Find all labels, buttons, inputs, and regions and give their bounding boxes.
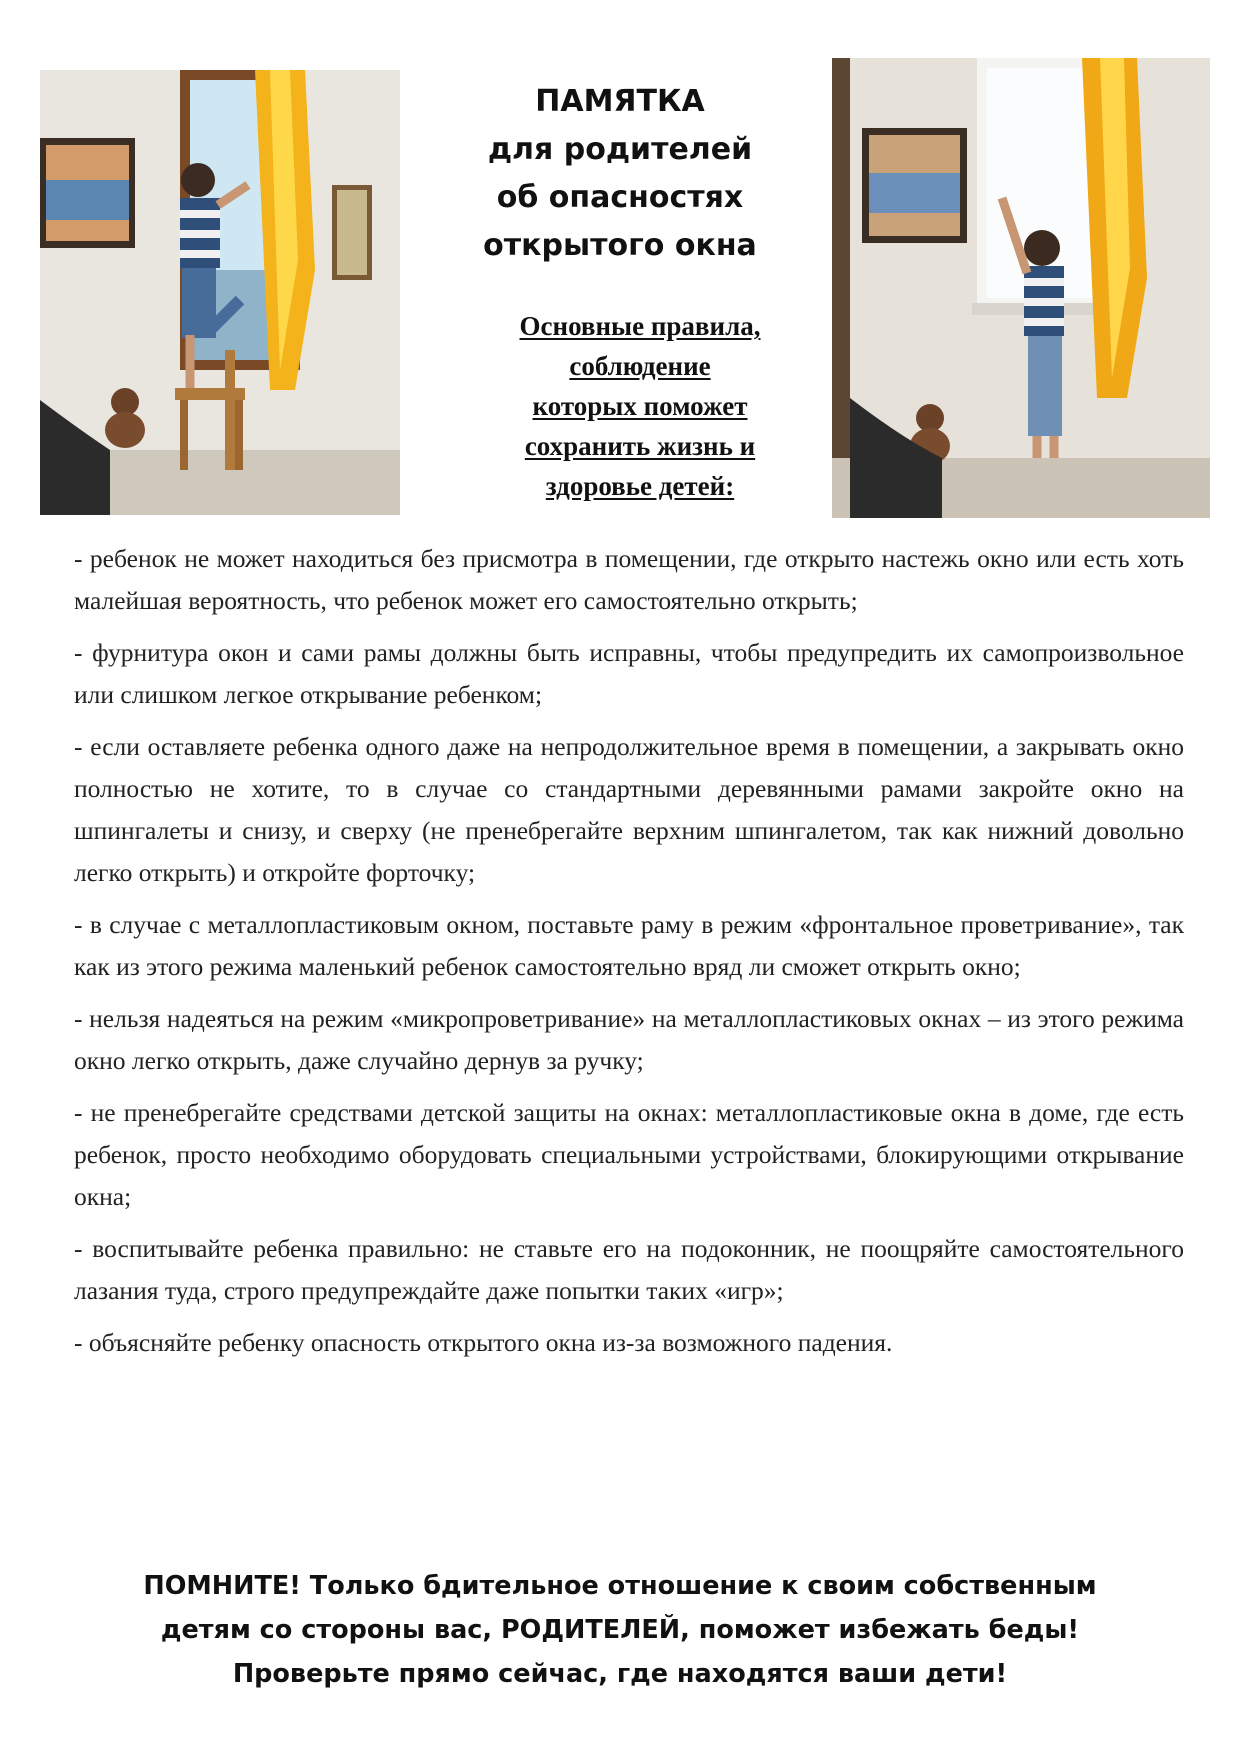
title-line: ПАМЯТКА (535, 84, 705, 119)
rule-item: - ребенок не может находиться без присмотра в помещении, где открыто настежь окно или есть хоть малейшая вероятность, что ребенок может его самостоятельно открыть; (74, 544, 1184, 615)
rules-heading-line: соблюдение (569, 351, 711, 381)
rules-heading-line: здоровье детей: (545, 471, 735, 501)
rule-item: - если оставляете ребенка одного даже на непродолжительное время в помещении, а закрывать окно полностью не хотите, то в случае со стандартными деревянными рамами закройте окно на шпингалеты и снизу, и сверху (не пренебрегайте верхним шпингалетом, так как нижний довольно легко открыть) и откройте форточку; (74, 732, 1184, 887)
rule-item: - в случае с металлопластиковым окном, поставьте раму в режим «фронтальное проветривание», так как из этого режима маленький ребенок самостоятельно вряд ли сможет открыть окно; (74, 910, 1184, 981)
rule-item: - воспитывайте ребенка правильно: не ставьте его на подоконник, не поощряйте самостоятельного лазания туда, строго предупреждайте даже попытки таких «игр»; (74, 1234, 1184, 1305)
photo-child-reaching-window (832, 58, 1210, 518)
rule-item: - нельзя надеяться на режим «микропроветривание» на металлопластиковых окнах – из этого режима окно легко открыть, даже случайно дернув за ручку; (74, 1004, 1184, 1075)
rule-item: - объясняйте ребенку опасность открытого окна из-за возможного падения. (74, 1328, 893, 1357)
footer-line: Проверьте прямо сейчас, где находятся ваши дети! (232, 1659, 1008, 1689)
footer-line: ПОМНИТЕ! Только бдительное отношение к своим собственным (143, 1571, 1097, 1601)
footer-warning (60, 1564, 1180, 1696)
rules-heading-line-wrap (455, 346, 825, 386)
rules-heading-line-wrap (455, 426, 825, 466)
rules-heading-line-wrap (455, 386, 825, 426)
title-line: открытого окна (483, 228, 757, 263)
title-line: для родителей (487, 132, 753, 167)
rules-heading-line: которых поможет (532, 391, 748, 421)
title-line: об опасностях (496, 180, 744, 215)
rules-heading (455, 306, 825, 506)
leaflet-title (420, 78, 820, 270)
rules-heading-line-wrap (455, 306, 825, 346)
photo-child-climbing-window (40, 70, 400, 515)
rules-list (74, 538, 1184, 1374)
rules-heading-line-wrap (455, 466, 825, 506)
footer-line: детям со стороны вас, РОДИТЕЛЕЙ, поможет избежать беды! (160, 1615, 1080, 1645)
rules-heading-line: сохранить жизнь и (524, 431, 756, 461)
rules-heading-line: Основные правила, (519, 311, 761, 341)
rule-item: - не пренебрегайте средствами детской защиты на окнах: металлопластиковые окна в доме, где есть ребенок, просто необходимо оборудовать специальными устройствами, блокирующими открывание окна; (74, 1098, 1184, 1211)
rule-item: - фурнитура окон и сами рамы должны быть исправны, чтобы предупредить их самопроизвольное или слишком легкое открывание ребенком; (74, 638, 1184, 709)
